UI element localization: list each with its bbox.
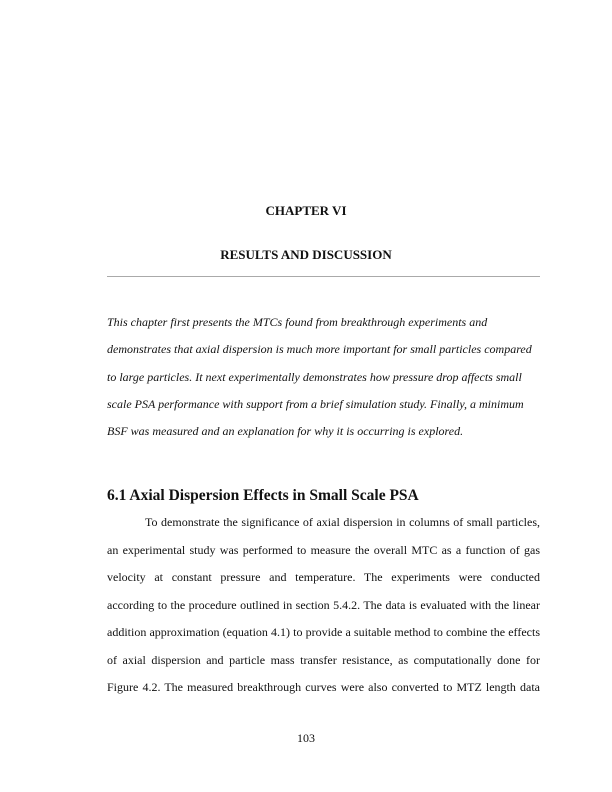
body-line: an experimental study was performed to measure the overall MTC as a function of gas [107,543,540,557]
abstract-line: This chapter first presents the MTCs found from breakthrough experiments and [107,315,488,329]
body-line: addition approximation (equation 4.1) to provide a suitable method to combine the effects [107,625,540,639]
abstract-line: BSF was measured and an explanation for why it is occurring is explored. [107,424,464,438]
section-heading: 6.1 Axial Dispersion Effects in Small Scale PSA [107,487,419,504]
abstract-line: scale PSA performance with support from a brief simulation study. Finally, a minimum [107,397,524,411]
abstract-line: to large particles. It next experimentally demonstrates how pressure drop affects small [107,370,522,384]
body-line: according to the procedure outlined in section 5.4.2. The data is evaluated with the linear [107,598,540,612]
abstract-line: demonstrates that axial dispersion is much more important for small particles compared [107,342,532,356]
divider [107,276,540,277]
chapter-title: RESULTS AND DISCUSSION [220,247,392,262]
body-line: of axial dispersion and particle mass transfer resistance, as computationally done for [107,653,540,667]
body-line: To demonstrate the significance of axial dispersion in columns of small particles, [145,515,540,529]
chapter-number: CHAPTER VI [265,203,347,218]
page-number: 103 [297,731,315,745]
body-line: Figure 4.2. The measured breakthrough curves were also converted to MTZ length data [107,680,540,694]
body-line: velocity at constant pressure and temperature. The experiments were conducted [107,570,540,584]
